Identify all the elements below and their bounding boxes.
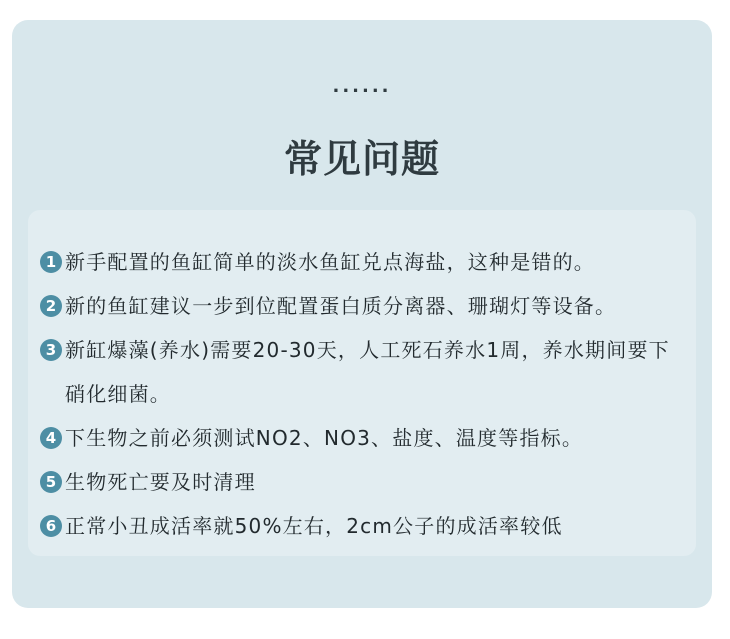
number-badge: 2 [40, 295, 62, 317]
faq-item-1 [40, 240, 696, 284]
faq-item-4 [40, 416, 696, 460]
number-badge: 1 [40, 251, 62, 273]
faq-text: 新缸爆藻(养水)需要20-30天，人工死石养水1周，养水期间要下硝化细菌。 [65, 338, 670, 406]
number-badge: 4 [40, 427, 62, 449]
faq-panel [28, 210, 696, 556]
faq-text: 正常小丑成活率就50%左右，2cm公子的成活率较低 [65, 514, 563, 538]
number-badge: 3 [40, 339, 62, 361]
faq-text: 下生物之前必须测试NO2、NO3、盐度、温度等指标。 [65, 426, 584, 450]
faq-card [12, 20, 712, 608]
decorative-dots: ...... [332, 76, 392, 97]
faq-item-6 [40, 504, 696, 548]
page-title: 常见问题 [283, 137, 440, 181]
faq-text: 生物死亡要及时清理 [65, 470, 256, 494]
number-badge: 6 [40, 515, 62, 537]
number-badge: 5 [40, 471, 62, 493]
faq-text: 新的鱼缸建议一步到位配置蛋白质分离器、珊瑚灯等设备。 [65, 294, 617, 318]
faq-text: 新手配置的鱼缸简单的淡水鱼缸兑点海盐，这种是错的。 [65, 250, 595, 274]
faq-item-2 [40, 284, 696, 328]
faq-item-5 [40, 460, 696, 504]
faq-item-3 [40, 328, 696, 416]
